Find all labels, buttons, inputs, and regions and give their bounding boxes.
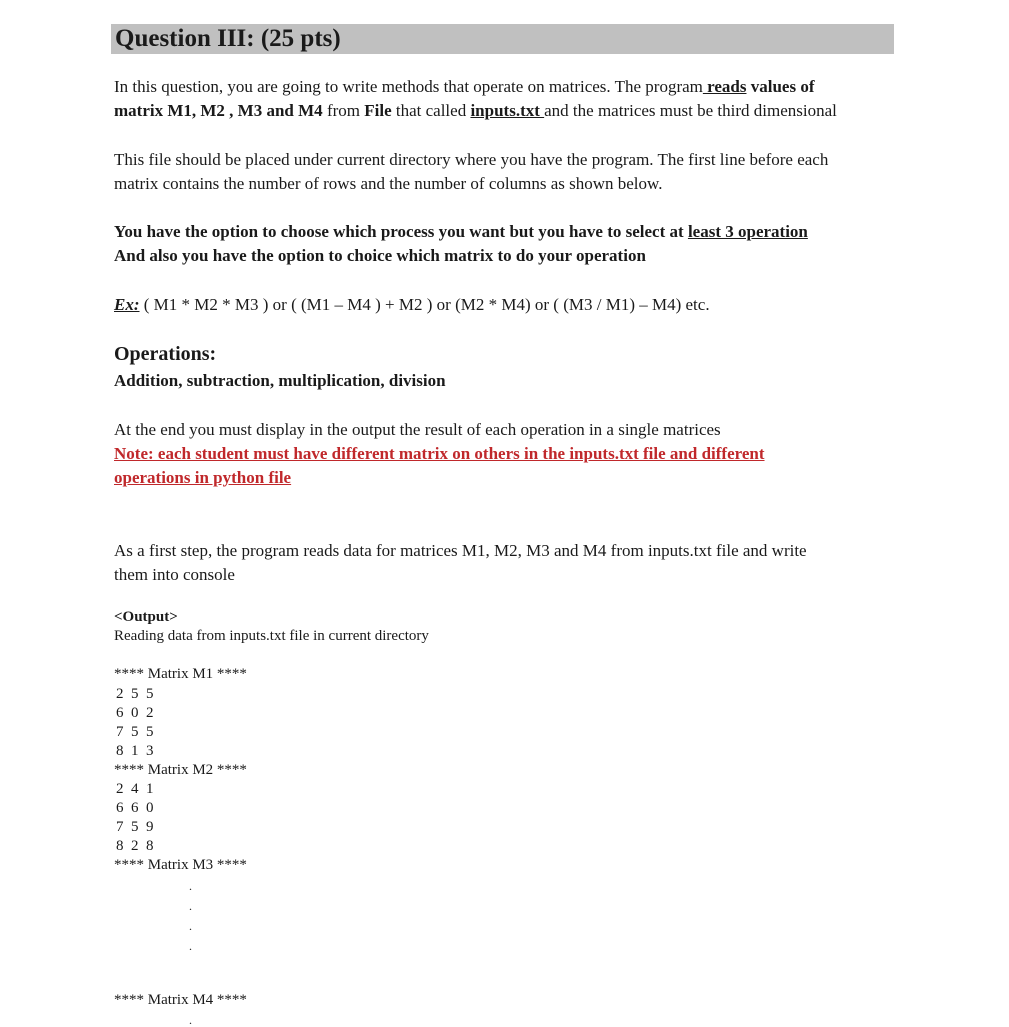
operations-list: Addition, subtraction, multiplication, division: [114, 371, 446, 390]
option-line-1: [114, 220, 808, 244]
matrix-m1-row: 2 5 5: [116, 686, 154, 702]
ellipsis-dot: .: [189, 899, 192, 913]
values-of-emphasis: values of: [746, 77, 815, 96]
matrix-m2-row: 8 2 8: [116, 838, 154, 854]
reads-emphasis: reads: [702, 77, 747, 96]
example-text: ( M1 * M2 * M3 ) or ( (M1 – M4 ) + M2 ) or (M2 * M4) or ( (M3 / M1) – M4) etc.: [139, 295, 710, 314]
matrix-names: matrix M1, M2 , M3 and M4: [114, 101, 323, 120]
example-label: Ex:: [114, 295, 140, 314]
reading-message: Reading data from inputs.txt file in current directory: [114, 628, 429, 644]
first-step-line-2: them into console: [114, 565, 235, 584]
ellipsis-dot: .: [189, 939, 192, 953]
file-emphasis: File: [364, 101, 392, 120]
first-step-line-1: As a first step, the program reads data for matrices M1, M2, M3 and M4 from inputs.txt file and write: [114, 541, 807, 560]
intro-text: that called: [391, 101, 471, 120]
intro-text: In this question, you are going to write methods that operate on matrices. The program: [114, 77, 703, 96]
matrix-m1-row: 7 5 5: [116, 724, 154, 740]
intro-line-2: [114, 99, 837, 123]
question-title: Question III: (25 pts): [115, 25, 341, 52]
output-tag: <Output>: [114, 609, 178, 625]
matrix-m2-row: 6 6 0: [116, 800, 154, 816]
matrix-m1-header: **** Matrix M1 ****: [114, 666, 247, 682]
ellipsis-dot: .: [189, 919, 192, 933]
matrix-m2-row: 7 5 9: [116, 819, 154, 835]
student-note-line-1: Note: each student must have different matrix on others in the inputs.txt file and different: [114, 444, 765, 463]
ellipsis-dot: .: [189, 879, 192, 893]
matrix-m3-header: **** Matrix M3 ****: [114, 857, 247, 873]
matrix-m2-header: **** Matrix M2 ****: [114, 762, 247, 778]
option-line-2: And also you have the option to choice which matrix to do your operation: [114, 246, 646, 265]
matrix-m1-row: 8 1 3: [116, 743, 154, 759]
intro-line-1: [114, 75, 814, 99]
operations-heading: Operations:: [114, 343, 217, 365]
placement-line-1: This file should be placed under current directory where you have the program. The first line before each: [114, 150, 829, 169]
intro-text: from: [322, 101, 365, 120]
intro-text: and the matrices must be third dimensional: [544, 101, 837, 120]
display-instruction: At the end you must display in the output the result of each operation in a single matrices: [114, 420, 721, 439]
option-text: You have the option to choose which process you want but you have to select at: [114, 222, 688, 241]
least-3-operation: least 3 operation: [687, 222, 808, 241]
placement-line-2: matrix contains the number of rows and the number of columns as shown below.: [114, 174, 663, 193]
ellipsis-dot: .: [189, 1013, 192, 1027]
matrix-m2-row: 2 4 1: [116, 781, 154, 797]
student-note-line-2: operations in python file: [114, 468, 292, 487]
inputs-filename: inputs.txt: [470, 101, 545, 120]
example-line: [114, 293, 710, 317]
matrix-m4-header: **** Matrix M4 ****: [114, 992, 247, 1008]
matrix-m1-row: 6 0 2: [116, 705, 154, 721]
question-title-bar: [111, 24, 894, 54]
